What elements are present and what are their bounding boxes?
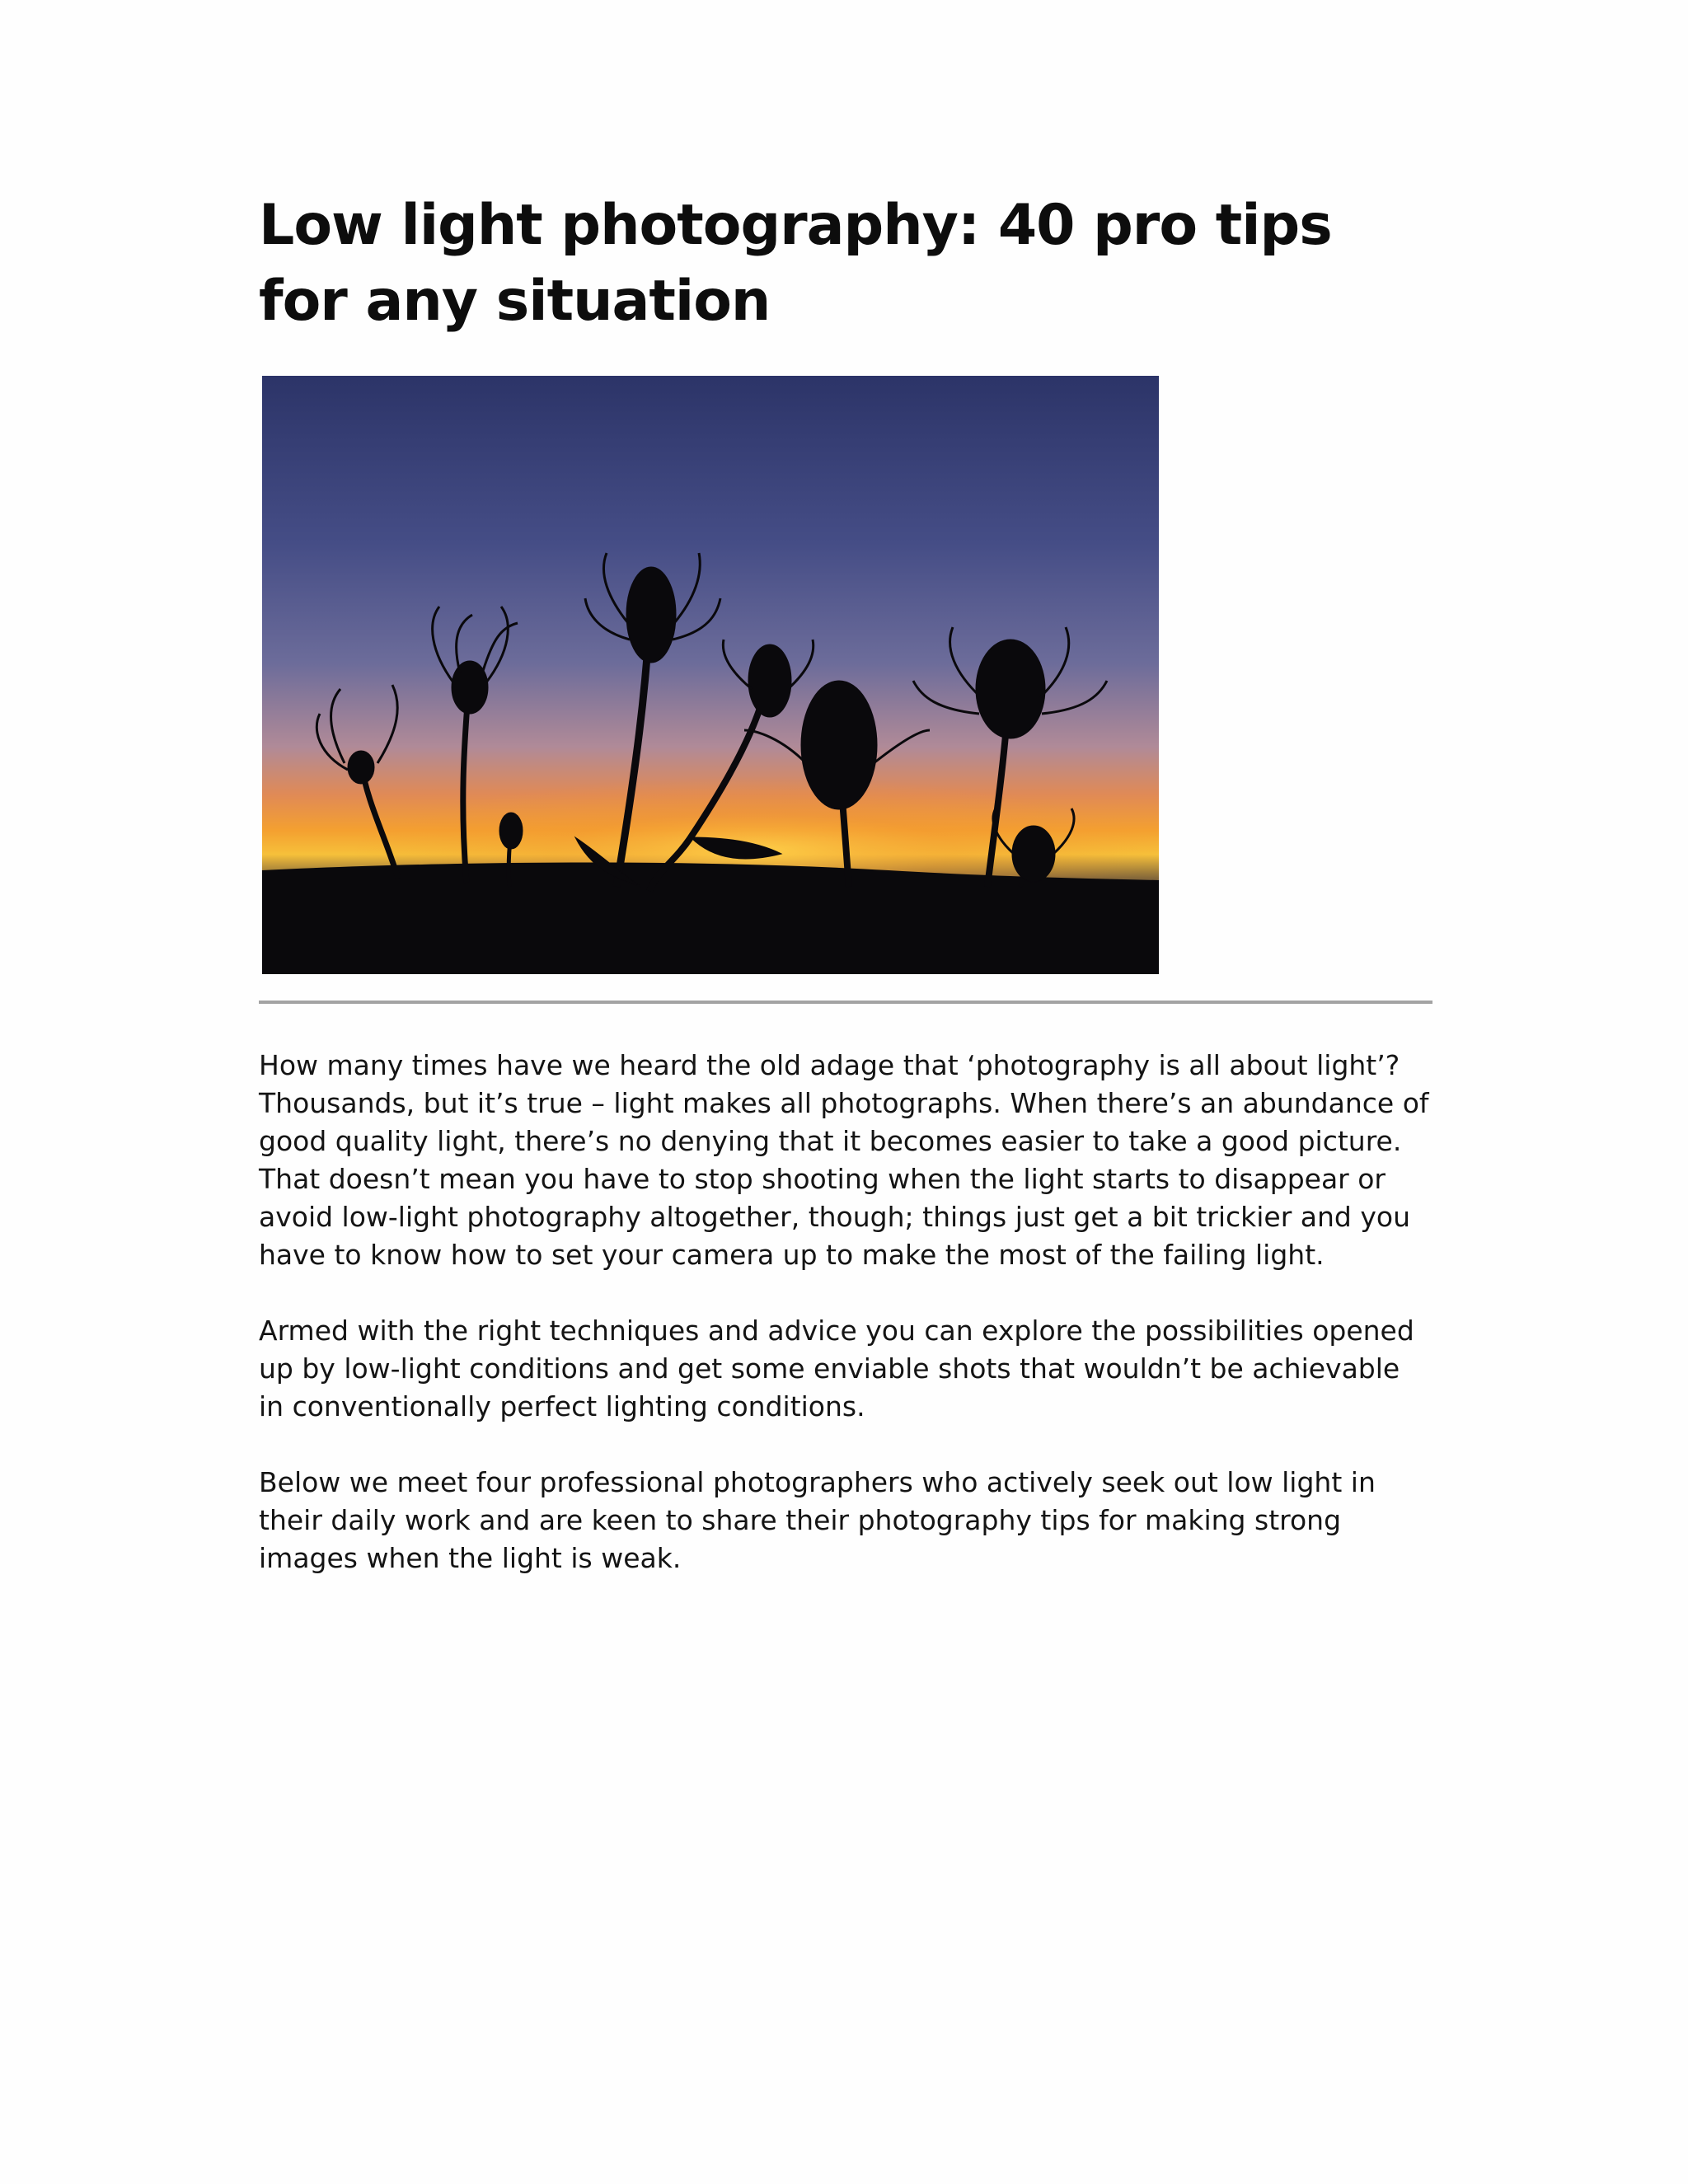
- article-body: [259, 1047, 1432, 1615]
- paragraph-3: Below we meet four professional photographers who actively seek out low light in their daily work and are keen to share their photography tips for making strong images when the light is weak.: [259, 1466, 1376, 1574]
- paragraph-1: How many times have we heard the old adage that ‘photography is all about light’? Thousands, but it’s true – light makes all photographs. When there’s an abundance of good quality light, there’s no denying that it becomes easier to take a good picture. That doesn’t mean you have to stop shooting when the light starts to disappear or avoid low-light photography altogether, though; things just get a bit trickier and you have to know how to set your camera up to make the most of the failing light.: [259, 1049, 1429, 1271]
- article-title: Low light photography: 40 pro tips for any situation: [259, 193, 1332, 334]
- hero-image: [262, 376, 1159, 974]
- paragraph-2: Armed with the right techniques and advice you can explore the possibilities opened up by low-light conditions and get some enviable shots that wouldn’t be achievable in conventionally perfect lighting conditions.: [259, 1315, 1414, 1422]
- divider: [259, 1001, 1432, 1004]
- teasel-sunset-image: [262, 376, 1159, 974]
